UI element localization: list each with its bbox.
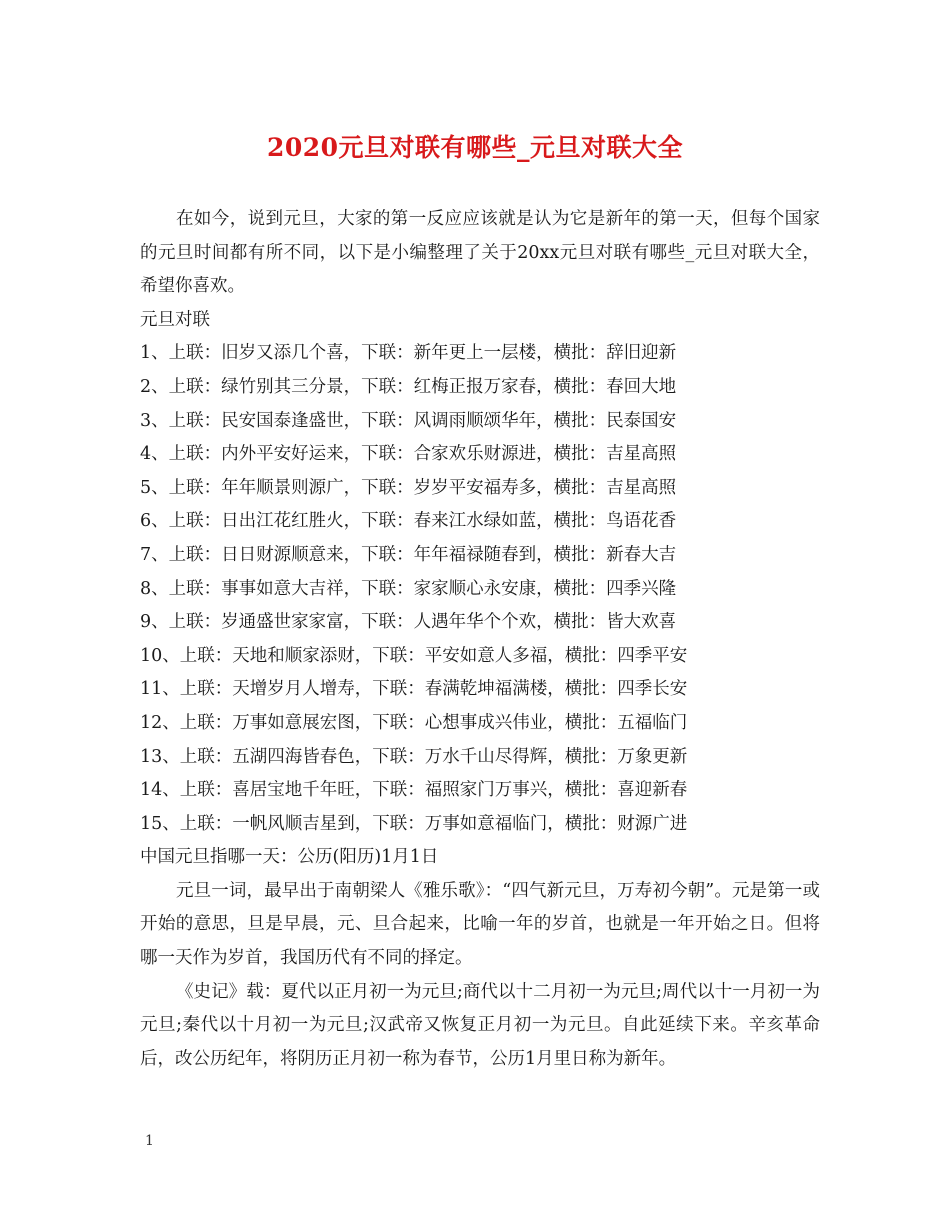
couplet-line: 1、上联：旧岁又添几个喜，下联：新年更上一层楼，横批：辞旧迎新 xyxy=(140,343,677,364)
couplet-line: 3、上联：民安国泰逢盛世，下联：风调雨顺颂华年，横批：民泰国安 xyxy=(140,410,677,431)
page-number: 1 xyxy=(145,1133,154,1149)
couplet-line: 2、上联：绿竹别其三分景，下联：红梅正报万家春，横批：春回大地 xyxy=(140,376,677,397)
origin-paragraph: 元旦一词，最早出于南朝梁人《雅乐歌》：“四气新元旦，万寿初今朝”。元是第一或开始的意思，旦是早晨，元、旦合起来，比喻一年的岁首，也就是一年开始之日。但将哪一天作为岁首，我国历代有不同的择定。 xyxy=(140,880,820,969)
couplet-line: 9、上联：岁通盛世家家富，下联：人遇年华个个欢，横批：皆大欢喜 xyxy=(140,612,677,633)
couplet-line: 5、上联：年年顺景则源广，下联：岁岁平安福寿多，横批：吉星高照 xyxy=(140,477,677,498)
intro-paragraph: 在如今，说到元旦，大家的第一反应应该就是认为它是新年的第一天，但每个国家的元旦时间都有所不同，以下是小编整理了关于20xx元旦对联有哪些_元旦对联大全，希望你喜欢。 xyxy=(140,209,820,297)
date-line: 中国元旦指哪一天：公历(阳历)1月1日 xyxy=(140,847,439,868)
couplet-line: 11、上联：天增岁月人增寿，下联：春满乾坤福满楼，横批：四季长安 xyxy=(140,679,688,700)
couplet-line: 7、上联：日日财源顺意来，下联：年年福禄随春到，横批：新春大吉 xyxy=(140,544,677,565)
couplet-line: 13、上联：五湖四海皆春色，下联：万水千山尽得辉，横批：万象更新 xyxy=(140,746,688,767)
history-paragraph: 《史记》载：夏代以正月初一为元旦;商代以十二月初一为元旦;周代以十一月初一为元旦;秦代以十月初一为元旦;汉武帝又恢复正月初一为元旦。自此延续下来。辛亥革命后，改公历纪年，将阴历正月初一称为春节，公历1月里日称为新年。 xyxy=(140,981,820,1069)
couplet-line: 12、上联：万事如意展宏图，下联：心想事成兴伟业，横批：五福临门 xyxy=(140,712,688,733)
couplet-line: 10、上联：天地和顺家添财，下联：平安如意人多福，横批：四季平安 xyxy=(140,645,688,666)
couplet-line: 6、上联：日出江花红胜火，下联：春来江水绿如蓝，横批：鸟语花香 xyxy=(140,511,677,532)
couplet-line: 15、上联：一帆风顺吉星到，下联：万事如意福临门，横批：财源广进 xyxy=(140,813,688,834)
section-heading: 元旦对联 xyxy=(140,309,210,330)
couplet-line: 14、上联：喜居宝地千年旺，下联：福照家门万事兴，横批：喜迎新春 xyxy=(140,780,688,801)
couplet-line: 8、上联：事事如意大吉祥，下联：家家顺心永安康，横批：四季兴隆 xyxy=(140,578,677,599)
couplet-line: 4、上联：内外平安好运来，下联：合家欢乐财源进，横批：吉星高照 xyxy=(140,444,677,465)
document-body xyxy=(140,203,820,1076)
page-title: 2020元旦对联有哪些_元旦对联大全 xyxy=(266,133,684,162)
